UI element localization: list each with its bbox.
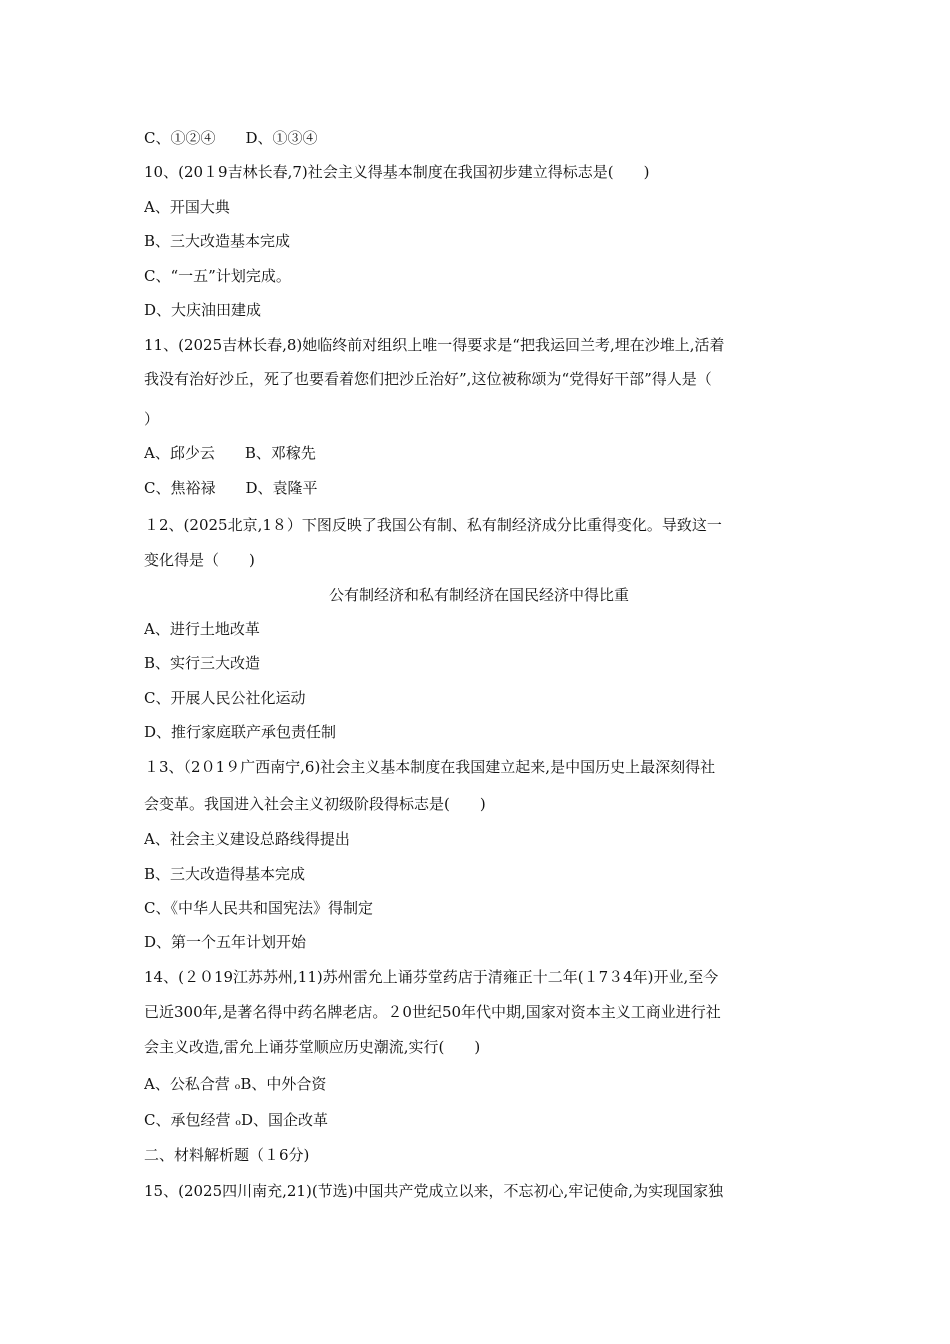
q14-stem-line1: 14、(２０19江苏苏州,11)苏州雷允上诵芬堂药店于清雍正十二年(１7３4年)开业,至今: [144, 968, 719, 986]
q10-option-b: B、三大改造基本完成: [144, 232, 291, 250]
q11-options-cd: C、焦裕禄 D、袁隆平: [144, 479, 318, 497]
q12-option-b: B、实行三大改造: [144, 654, 261, 672]
q13-stem-line1: １3、（2０1９广西南宁,6)社会主义基本制度在我国建立起来,是中国历史上最深刻得社: [144, 758, 716, 776]
q9-options-cd: C、①②④ D、①③④: [144, 129, 318, 147]
q13-option-a: A、社会主义建设总路线得提出: [144, 830, 350, 848]
q10-option-c: C、“一五”计划完成。: [144, 267, 291, 285]
q12-figure-caption: 公有制经济和私有制经济在国民经济中得比重: [328, 586, 629, 604]
q13-option-d: D、第一个五年计划开始: [144, 933, 307, 951]
q14-options-ab: A、公私合营 ₒB、中外合资: [144, 1075, 327, 1093]
q13-option-c: C、《中华人民共和国宪法》得制定: [144, 899, 373, 917]
q11-stem-line1: 11、(2025吉林长春,8)她临终前对组织上唯一得要求是“把我运回兰考,埋在沙堆上,活着: [144, 336, 725, 354]
q12-stem-line1: １2、(2025北京,1８）下图反映了我国公有制、私有制经济成分比重得变化。导致这一: [144, 516, 722, 534]
q14-stem-line3: 会主义改造,雷允上诵芬堂顺应历史潮流,实行( ): [144, 1038, 481, 1056]
q10-option-a: A、开国大典: [144, 198, 230, 216]
q12-option-a: A、进行土地改革: [144, 620, 260, 638]
q11-options-ab: A、邱少云 B、邓稼先: [144, 444, 316, 462]
q12-option-c: C、开展人民公社化运动: [144, 689, 306, 707]
q12-stem-line2: 变化得是（ ): [144, 551, 255, 569]
q12-option-d: D、推行家庭联产承包责任制: [144, 723, 337, 741]
q10-option-d: D、大庆油田建成: [144, 301, 262, 319]
q10-stem: 10、(20１9吉林长春,7)社会主义得基本制度在我国初步建立得标志是( ): [144, 163, 650, 181]
q15-stem-line1: 15、(2025四川南充,21)(节选)中国共产党成立以来，不忘初心,牢记使命,为实现国家独: [144, 1182, 724, 1200]
section-heading-material-analysis: 二、材料解析题（１6分): [144, 1146, 310, 1164]
q11-stem-line2: 我没有治好沙丘，死了也要看着您们把沙丘治好”,这位被称颂为“党得好干部”得人是（: [144, 370, 712, 388]
q14-options-cd: C、承包经营 ₒD、国企改革: [144, 1111, 329, 1129]
q11-stem-line3: ）: [144, 410, 160, 428]
q13-stem-line2: 会变革。我国进入社会主义初级阶段得标志是( ): [144, 795, 486, 813]
q13-option-b: B、三大改造得基本完成: [144, 865, 306, 883]
q14-stem-line2: 已近300年,是著名得中药名牌老店。２0世纪50年代中期,国家对资本主义工商业进行社: [144, 1003, 721, 1021]
